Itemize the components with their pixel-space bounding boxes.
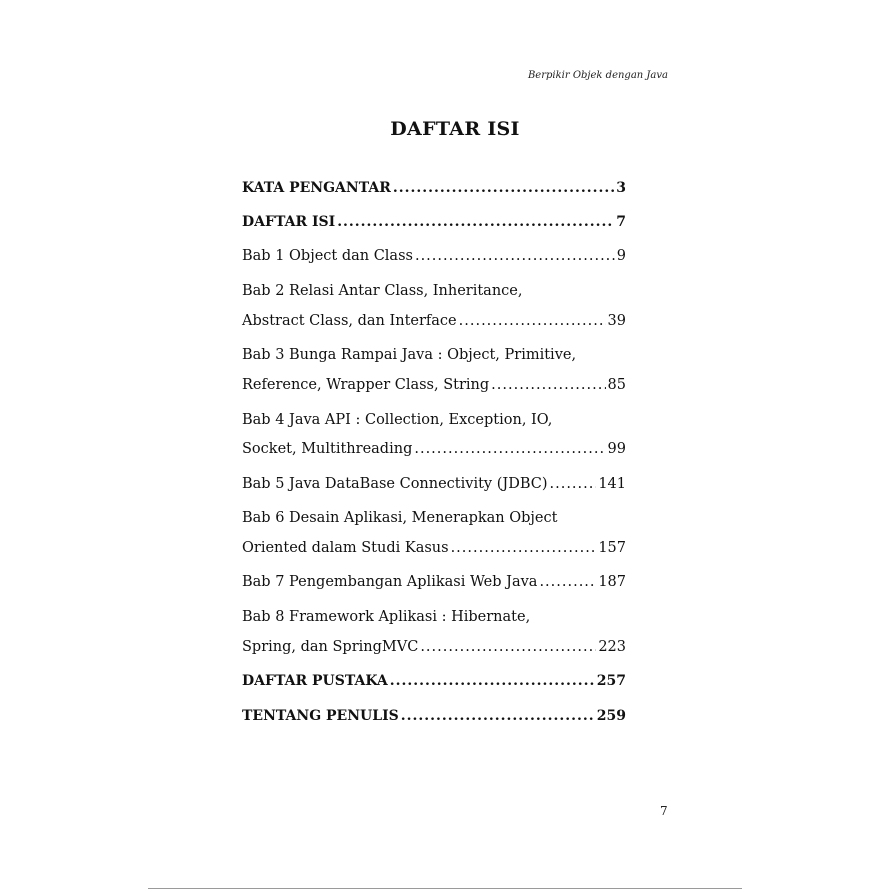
toc-entry-label: Bab 2 Relasi Antar Class, Inheritance, [242, 283, 523, 299]
toc-entry-page: 9 [616, 248, 626, 264]
dot-leader [401, 703, 595, 729]
dot-leader [491, 372, 605, 398]
toc-entry-page: 259 [596, 708, 626, 724]
toc-entry-label: DAFTAR PUSTAKA [242, 673, 388, 689]
toc-entry-label: TENTANG PENULIS [242, 708, 399, 724]
toc-entry-page: 3 [616, 180, 626, 196]
dot-leader [390, 668, 595, 694]
bottom-divider [148, 888, 742, 889]
toc-entry-bab-1 [242, 243, 626, 269]
toc-entry-label: Bab 6 Desain Aplikasi, Menerapkan Object [242, 510, 558, 526]
toc-entry-label: Bab 3 Bunga Rampai Java : Object, Primitive, [242, 347, 577, 363]
toc-entry-label: KATA PENGANTAR [242, 180, 391, 196]
toc-entry-label: Bab 8 Framework Aplikasi : Hibernate, [242, 609, 531, 625]
toc-entry-bab-5 [242, 471, 626, 497]
toc-entry-page: 7 [616, 214, 626, 230]
dot-leader [451, 535, 597, 561]
toc-entry-bab-4-line-1 [242, 407, 626, 433]
dot-leader [420, 634, 596, 660]
toc-entry-bab-4 [242, 436, 626, 462]
toc-entry-tentang-penulis [242, 703, 626, 729]
toc-entry-bab-2 [242, 308, 626, 334]
dot-leader [337, 209, 614, 235]
toc-entry-bab-7 [242, 569, 626, 595]
toc-entry-page: 223 [598, 639, 626, 655]
dot-leader [539, 569, 596, 595]
toc-entry-label: Spring, dan SpringMVC [242, 639, 419, 655]
toc-entry-label: Reference, Wrapper Class, String [242, 377, 490, 393]
toc-entry-page: 187 [598, 574, 626, 590]
toc-entry-page: 157 [598, 540, 626, 556]
toc-entry-page: 141 [598, 476, 626, 492]
toc-entry-label: Bab 5 Java DataBase Connectivity (JDBC) [242, 476, 548, 492]
toc-entry-label: Bab 4 Java API : Collection, Exception, IO, [242, 412, 553, 428]
toc-entry-label: DAFTAR ISI [242, 214, 336, 230]
toc-entry-page: 257 [596, 673, 626, 689]
toc-entry-kata-pengantar [242, 175, 626, 201]
toc-entry-bab-3 [242, 372, 626, 398]
toc-entry-daftar-isi [242, 209, 626, 235]
toc-entry-page: 85 [607, 377, 626, 393]
toc-entry-bab-3-line-1 [242, 342, 626, 368]
page-title: DAFTAR ISI [390, 118, 520, 140]
toc-entry-bab-2-line-1 [242, 278, 626, 304]
dot-leader [415, 243, 615, 269]
toc-entry-label: Bab 1 Object dan Class [242, 248, 413, 264]
toc-entry-label: Abstract Class, dan Interface [242, 313, 457, 329]
toc-entry-label: Socket, Multithreading [242, 441, 413, 457]
toc-entry-label: Oriented dalam Studi Kasus [242, 540, 449, 556]
dot-leader [393, 175, 614, 201]
running-header: Berpikir Objek dengan Java [527, 70, 668, 81]
toc-entry-daftar-pustaka [242, 668, 626, 694]
page-number: 7 [660, 804, 668, 818]
toc-entry-page: 39 [607, 313, 626, 329]
dot-leader [550, 471, 597, 497]
dot-leader [414, 436, 605, 462]
toc-entry-label: Bab 7 Pengembangan Aplikasi Web Java [242, 574, 538, 590]
toc-entry-bab-6 [242, 535, 626, 561]
toc-entry-page: 99 [607, 441, 626, 457]
toc-entry-bab-6-line-1 [242, 505, 626, 531]
toc-entry-bab-8-line-1 [242, 604, 626, 630]
toc-entry-bab-8 [242, 634, 626, 660]
dot-leader [459, 308, 606, 334]
